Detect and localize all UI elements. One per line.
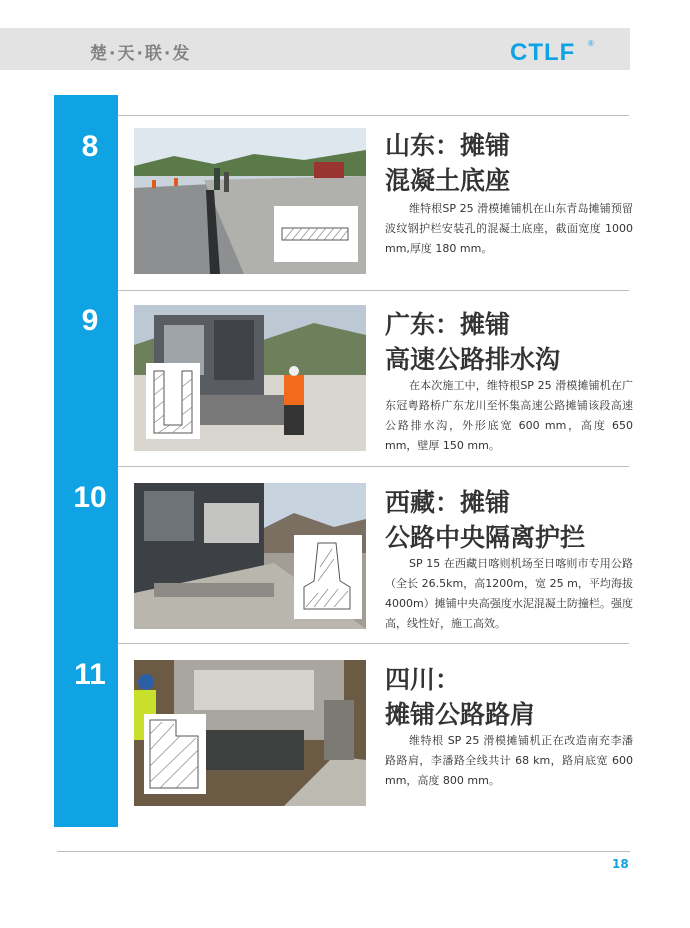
item-number: 10 (73, 481, 107, 514)
number-column (54, 95, 118, 827)
logo-text: CTLF (510, 39, 576, 65)
photo-road-shoulder (134, 660, 366, 806)
logo-mark: ® (588, 39, 594, 48)
footer-divider (57, 851, 630, 852)
divider (118, 115, 629, 116)
item-title (385, 662, 535, 732)
item-title-line1: 山东：摊铺 (385, 131, 511, 160)
item-title (385, 128, 510, 198)
item-description: 在本次施工中，维特根SP 25 滑模摊铺机在广东冠粤路桥广东龙川至怀集高速公路摊铺该段高速公路排水沟，外形底宽 600 mm，高度 650 mm，壁厚 150 mm。 (385, 379, 633, 452)
divider (118, 466, 629, 467)
item-title-line1: 广东：摊铺 (385, 310, 511, 339)
item-title-line1: 西藏：摊铺 (385, 488, 511, 517)
item-description: SP 15 在西藏日喀则机场至日喀则市专用公路（全长 26.5km，高1200m，宽 25 m，平均海拔4000m）摊铺中央高强度水泥混凝土防撞栏。强度高，线性好，施工高效。 (385, 557, 633, 630)
item-number: 8 (81, 130, 99, 163)
item-number: 9 (81, 304, 99, 337)
photo-concrete-base (134, 128, 366, 274)
photo-drainage-ditch (134, 305, 366, 451)
item-title-line2: 摊铺公路路肩 (385, 700, 536, 729)
brand-name: 楚·天·联·发 (90, 44, 192, 64)
divider (118, 290, 629, 291)
page-number: 18 (612, 857, 629, 871)
photo-median-barrier (134, 483, 366, 629)
item-description: 维特根 SP 25 滑模摊铺机正在改造南充李潘路路肩，李潘路全线共计 68 km，路肩底宽 600 mm，高度 800 mm。 (385, 734, 633, 787)
item-title-line2: 高速公路排水沟 (385, 345, 561, 374)
item-title-line2: 混凝土底座 (385, 166, 511, 195)
divider (118, 643, 629, 644)
item-number: 11 (74, 658, 106, 691)
item-title (385, 485, 585, 555)
item-title-line1: 四川： (385, 665, 461, 694)
company-logo (510, 37, 594, 65)
item-title-line2: 公路中央隔离护拦 (385, 523, 586, 552)
item-description: 维特根SP 25 滑模摊铺机在山东青岛摊铺预留波纹钢护栏安装孔的混凝土底座，截面宽度 1000 mm,厚度 180 mm。 (385, 202, 633, 255)
item-title (385, 307, 560, 377)
